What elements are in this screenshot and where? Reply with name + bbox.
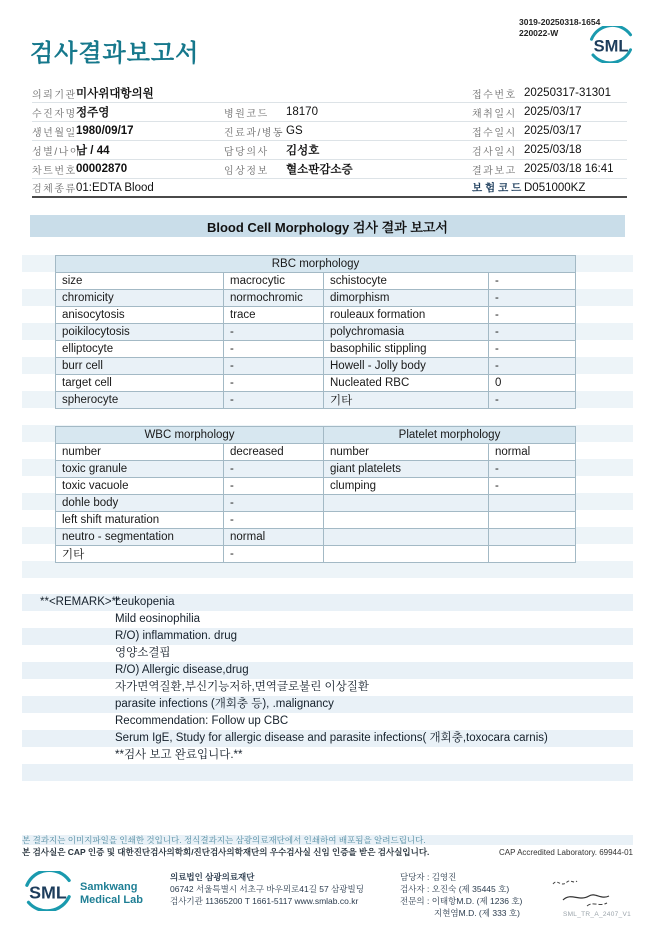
cell-value: - [489, 341, 576, 358]
rbc-morphology-table [55, 255, 576, 409]
remark-line [22, 611, 633, 628]
cell-value [489, 529, 576, 546]
cell-value: - [224, 478, 324, 495]
cell-label: polychromasia [324, 324, 489, 341]
field-label: 진료과/병동 [224, 127, 285, 139]
cell-label: 기타 [56, 546, 224, 563]
cell-value: normal [489, 444, 576, 461]
cell-label: Howell - Jolly body [324, 358, 489, 375]
section-title-bar: Blood Cell Morphology 검사 결과 보고서 [30, 215, 625, 237]
field-value: 00002870 [76, 163, 128, 175]
remark-line [22, 645, 633, 662]
field-label: 병원코드 [224, 108, 269, 120]
table-row [56, 392, 576, 409]
remark-text: 영양소결핍 [115, 647, 171, 659]
field-value: 01:EDTA Blood [76, 181, 154, 194]
brand-name [80, 881, 143, 906]
disclaimer-line1: 본 결과지는 이미지파일을 인쇄한 것입니다. 정식결과지는 삼광의료재단에서 인쇄하여 배포됨을 알려드립니다. [22, 835, 633, 845]
patient-row [32, 84, 627, 103]
cell-label: 기타 [324, 392, 489, 409]
field-value: 1980/09/17 [76, 125, 134, 137]
cell-label [324, 495, 489, 512]
remark-text: R/O) Allergic disease,drug [115, 664, 249, 676]
patient-row [32, 160, 627, 179]
staff-examiner: 검사자 : 오진숙 (제 35445 호) [400, 884, 510, 894]
remark-section [22, 594, 633, 781]
cell-value: 0 [489, 375, 576, 392]
cell-value: - [489, 307, 576, 324]
footer-brand [22, 868, 170, 919]
cell-value: - [224, 324, 324, 341]
page-title: 검사결과보고서 [30, 40, 200, 67]
cell-label: toxic granule [56, 461, 224, 478]
cell-label [324, 529, 489, 546]
remark-text: R/O) inflammation. drug [115, 630, 238, 642]
table-row [56, 358, 576, 375]
table-row [56, 529, 576, 546]
brand-line2: Medical Lab [80, 893, 143, 906]
disclaimer-line2: 본 검사실은 CAP 인증 및 대한진단검사의학회/진단검사의학재단의 우수검사실 신임 인증을 받은 검사실입니다. [22, 847, 430, 857]
cell-value: - [224, 546, 324, 563]
field-label: 차트번호 [32, 165, 77, 177]
field-value: D051000KZ [524, 181, 586, 194]
remark-line [22, 679, 633, 696]
cell-label: chromicity [56, 290, 224, 307]
cell-label [324, 512, 489, 529]
footer [22, 868, 633, 919]
cell-label: toxic vacuole [56, 478, 224, 495]
field-value: 정주영 [76, 107, 110, 119]
disclaimer-block [22, 835, 633, 858]
cell-label: neutro - segmentation [56, 529, 224, 546]
field-value: 2025/03/18 16:41 [524, 163, 614, 175]
cell-label: giant platelets [324, 461, 489, 478]
cap-accreditation: CAP Accredited Laboratory. 69944-01 [498, 848, 633, 857]
remark-line [22, 713, 633, 730]
staff-specialist1: 전문의 : 이태항M.D. (제 1236 호) [400, 896, 523, 906]
cell-value: normochromic [224, 290, 324, 307]
cell-value: trace [224, 307, 324, 324]
sml-logo-icon [587, 26, 635, 68]
cell-value: - [489, 290, 576, 307]
brand-line1: Samkwang [80, 880, 138, 893]
cell-label: burr cell [56, 358, 224, 375]
table-row [56, 461, 576, 478]
field-value: 김성호 [286, 145, 320, 157]
table-row [56, 478, 576, 495]
cell-label: elliptocyte [56, 341, 224, 358]
remark-line [22, 594, 633, 611]
field-label: 검사일시 [472, 146, 517, 158]
cell-value: macrocytic [224, 273, 324, 290]
table-header-row [56, 427, 576, 444]
cell-label [324, 546, 489, 563]
footer-org-block [170, 868, 400, 919]
cell-value [489, 546, 576, 563]
cell-label: dohle body [56, 495, 224, 512]
field-value: 18170 [286, 106, 318, 118]
field-value: 남 / 44 [76, 145, 110, 157]
field-label: 수진자명 [32, 108, 77, 120]
field-label: 의뢰기관 [32, 89, 77, 101]
remark-text: Leukopenia [115, 596, 175, 608]
remark-line [22, 730, 633, 747]
field-label: 담당의사 [224, 146, 269, 158]
patient-info-table [32, 84, 627, 198]
field-value: 2025/03/17 [524, 125, 582, 137]
svg-text:SML: SML [29, 882, 67, 903]
table-title: RBC morphology [56, 256, 576, 273]
table-row [56, 444, 576, 461]
field-label: 결과보고 [472, 165, 517, 177]
field-value: 혈소판감소증 [286, 164, 353, 176]
cell-value: - [489, 478, 576, 495]
table-row [56, 512, 576, 529]
signature-scribble [543, 874, 623, 915]
cell-label: left shift maturation [56, 512, 224, 529]
cell-value [489, 495, 576, 512]
wbc-platelet-morphology-table [55, 426, 576, 563]
cell-value: - [224, 495, 324, 512]
field-value: 2025/03/18 [524, 144, 582, 156]
field-value: 2025/03/17 [524, 106, 582, 118]
patient-row [32, 103, 627, 122]
cell-value: - [224, 512, 324, 529]
remark-line [22, 747, 633, 764]
cell-value: - [489, 273, 576, 290]
table-row [56, 341, 576, 358]
staff-manager: 담당자 : 김영진 [400, 872, 457, 882]
cell-label: clumping [324, 478, 489, 495]
cell-value: - [489, 461, 576, 478]
field-label: 보 험 코 드 [472, 182, 522, 194]
field-label: 검체종류 [32, 184, 77, 195]
cell-value: normal [224, 529, 324, 546]
org-address: 06742 서울특별시 서초구 바우뫼로41길 57 삼광빌딩 [170, 884, 364, 894]
cell-value: - [224, 358, 324, 375]
cell-value: decreased [224, 444, 324, 461]
field-value: 미사위대항의원 [76, 88, 154, 100]
remark-text: Recommendation: Follow up CBC [115, 715, 289, 727]
sml-logo-icon [22, 871, 74, 916]
cell-label: number [324, 444, 489, 461]
svg-text:SML: SML [593, 37, 629, 56]
remark-line [22, 628, 633, 645]
field-value: GS [286, 125, 303, 137]
field-value: 20250317-31301 [524, 87, 611, 99]
table-row [56, 375, 576, 392]
cell-label: dimorphism [324, 290, 489, 307]
table-title: WBC morphology [56, 427, 324, 444]
field-label: 생년월일 [32, 127, 77, 139]
print-code-line2: 220022-W [519, 28, 559, 39]
table-row [56, 324, 576, 341]
cell-label: poikilocytosis [56, 324, 224, 341]
table-row [56, 495, 576, 512]
cell-label: size [56, 273, 224, 290]
field-label: 채취일시 [472, 108, 517, 120]
remark-text: 자가면역질환,부신기능저하,면역글로불린 이상질환 [115, 681, 369, 693]
remark-text: Mild eosinophilia [115, 613, 201, 625]
remark-prefix: **<REMARK>** [40, 596, 121, 608]
staff-specialist2: 지현염M.D. (제 333 호) [434, 908, 520, 918]
morphology-tables-zone [22, 238, 633, 580]
org-name: 의료법인 삼광의료재단 [170, 872, 255, 882]
table-row [56, 546, 576, 563]
document-code: SML_TR_A_2407_V1 [562, 911, 631, 918]
cell-label: number [56, 444, 224, 461]
field-label: 접수일시 [472, 127, 517, 139]
table-row [56, 307, 576, 324]
cell-label: target cell [56, 375, 224, 392]
cell-value [489, 512, 576, 529]
table-header-row [56, 256, 576, 273]
remark-line [22, 696, 633, 713]
remark-text: **검사 보고 완료입니다.** [115, 749, 243, 761]
remark-line-empty [22, 764, 633, 781]
field-label: 성별/나이 [32, 146, 81, 158]
patient-row [32, 179, 627, 198]
field-label: 접수번호 [472, 89, 517, 101]
cell-value: - [224, 461, 324, 478]
cell-value: - [224, 341, 324, 358]
remark-text: Serum IgE, Study for allergic disease and parasite infections( 개회충,toxocara carnis) [115, 732, 548, 744]
patient-row [32, 141, 627, 160]
cell-label: rouleaux formation [324, 307, 489, 324]
table-row [56, 290, 576, 307]
cell-value: - [224, 375, 324, 392]
cell-label: anisocytosis [56, 307, 224, 324]
remark-text: parasite infections (개회충 등), .malignancy [115, 698, 334, 710]
field-label: 임상정보 [224, 165, 269, 177]
cell-value: - [489, 392, 576, 409]
cell-label: schistocyte [324, 273, 489, 290]
cell-label: Nucleated RBC [324, 375, 489, 392]
remark-line [22, 662, 633, 679]
print-code-line1: 3019-20250318-1654 [519, 17, 601, 27]
patient-row [32, 122, 627, 141]
cell-value: - [224, 392, 324, 409]
cell-label: basophilic stippling [324, 341, 489, 358]
org-contact: 검사기관 11365200 T 1661-5117 www.smlab.co.kr [170, 896, 359, 906]
cell-label: spherocyte [56, 392, 224, 409]
cell-value: - [489, 324, 576, 341]
table-row [56, 273, 576, 290]
table-title: Platelet morphology [324, 427, 576, 444]
cell-value: - [489, 358, 576, 375]
